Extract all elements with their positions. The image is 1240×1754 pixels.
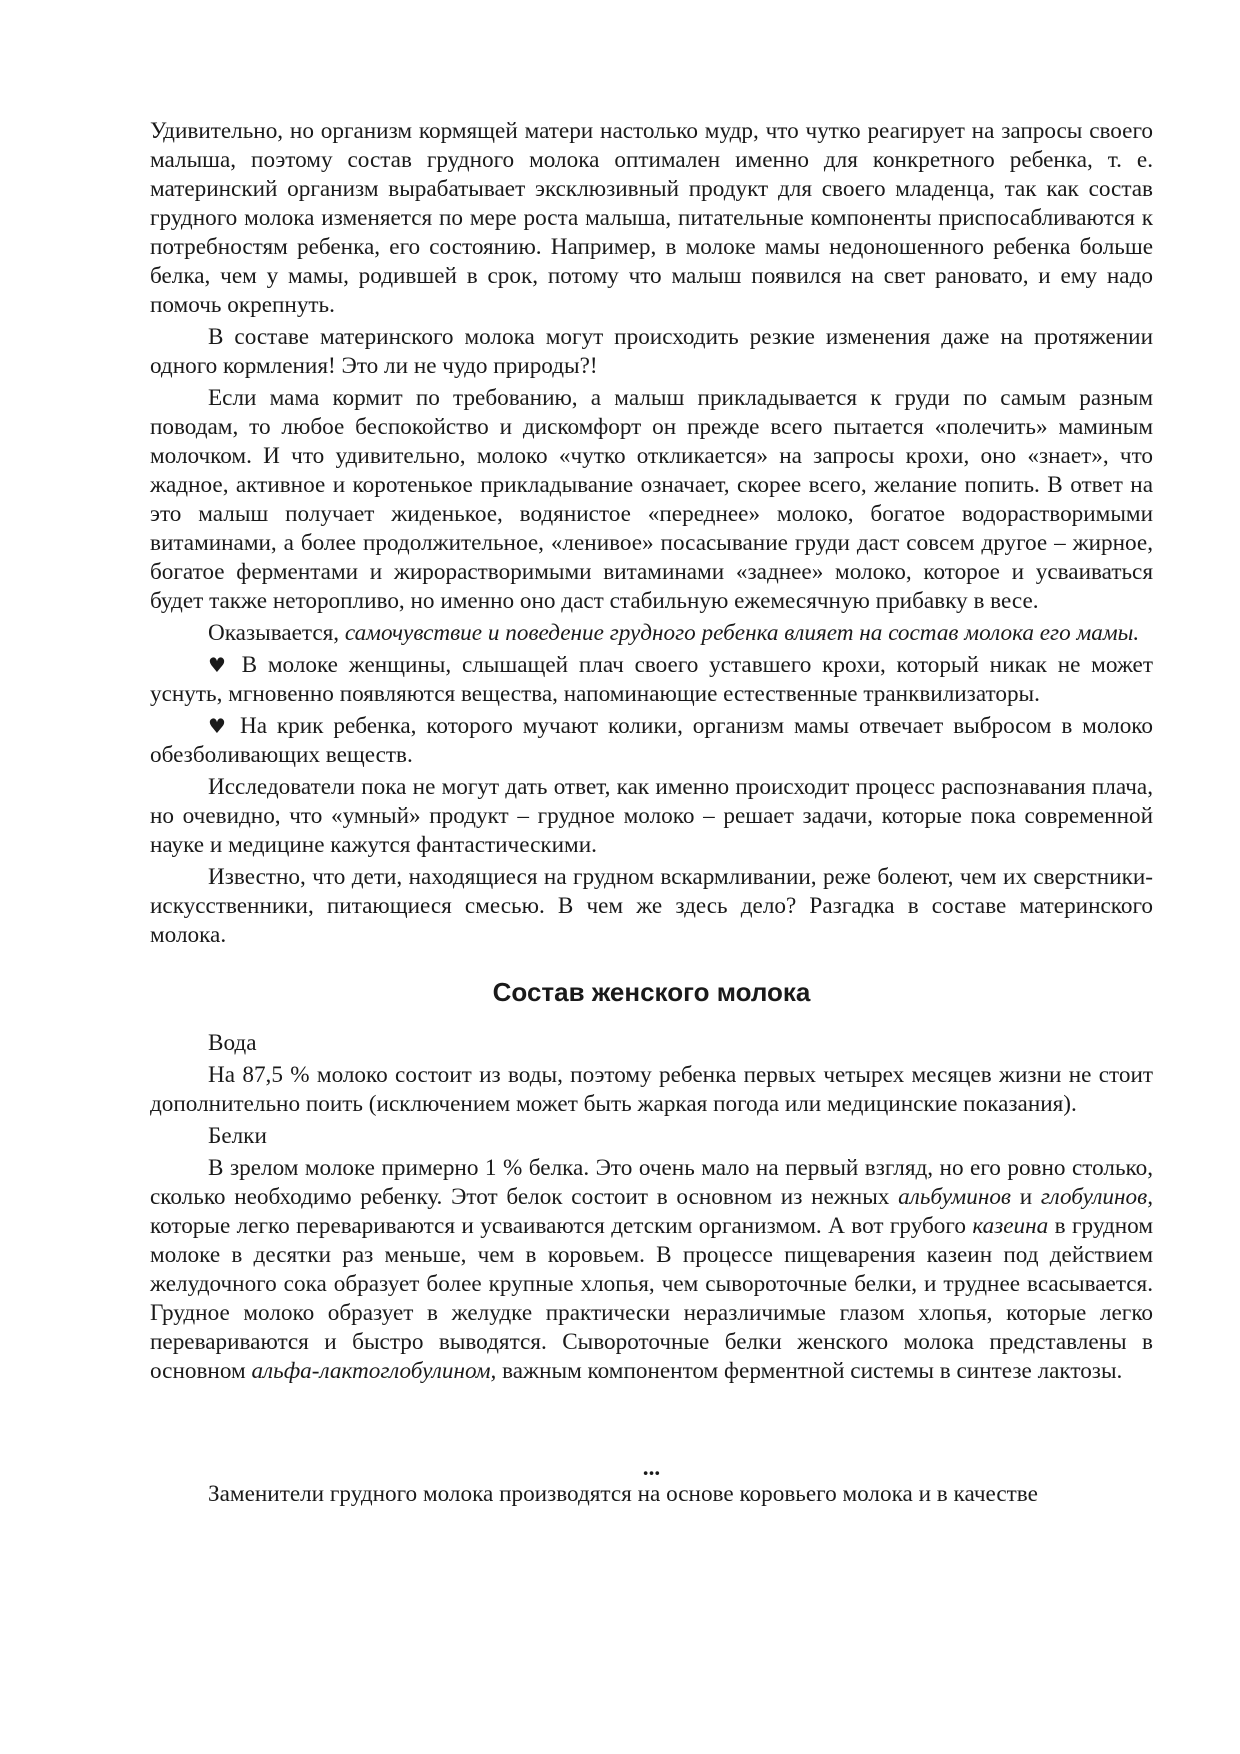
subheading-water: Вода	[208, 1030, 257, 1056]
document-page	[150, 117, 1153, 1512]
bullet-item-crying	[150, 651, 1153, 709]
wellbeing-emphasis: самочувствие и поведение грудного ребенка влияет на состав молока его мамы.	[344, 620, 1140, 646]
heart-icon: ♥	[208, 714, 231, 738]
paragraph-substitutes: Заменители грудного молока производятся на основе коровьего молока и в качестве	[208, 1481, 1038, 1507]
term-albumins: альбуминов	[898, 1184, 1011, 1210]
protein-text-5: важным компонентом ферментной системы в синтезе лактозы.	[496, 1358, 1123, 1384]
paragraph-feeding: Если мама кормит по требованию, а малыш прикладывается к груди по самым разным поводам, то любое беспокойство и дискомфорт он прежде всего пытается «полечить» маминым молочком. И что удивительно, молоко «чутко откликается» на запросы крохи, оно «знает», что жадное, активное и коротенькое прикладывание означает, скорее всего, желание попить. В ответ на это малыш получает жиденькое, водянистое «переднее» молоко, богатое водорастворимыми витаминами, а более продолжительное, «ленивое» посасывание груди даст совсем другое – жирное, богатое ферментами и жирорастворимыми витаминами «заднее» молоко, которое и усваиваться будет также неторопливо, но именно оно даст стабильную ежемесячную прибавку в весе.	[150, 385, 1153, 614]
paragraph-intro: Удивительно, но организм кормящей матери настолько мудр, что чутко реагирует на запросы своего малыша, поэтому состав грудного молока оптимален именно для конкретного ребенка, т. е. материнский организм вырабатывает эксклюзивный продукт для своего младенца, так как состав грудного молока изменяется по мере роста малыша, питательные компоненты приспосабливаются к потребностям ребенка, его состоянию. Например, в молоке мамы недоношенного ребенка больше белка, чем у мамы, родившей в срок, потому что малыш появился на свет рановато, и ему надо помочь окрепнуть.	[150, 118, 1153, 318]
paragraph-wellbeing	[150, 619, 1153, 648]
omission-mark: ...	[642, 1455, 661, 1481]
term-globulins: глобулинов,	[1040, 1184, 1153, 1210]
bullet-item-colic	[150, 712, 1153, 770]
subheading-protein: Белки	[208, 1123, 267, 1149]
paragraph-changes: В составе материнского молока могут происходить резкие изменения даже на протяжении одного кормления! Это ли не чудо природы?!	[150, 324, 1153, 379]
protein-text-3: которые легко перевариваются и усваиваются детским организмом. А вот грубого	[150, 1213, 973, 1239]
protein-text-2: и	[1011, 1184, 1041, 1210]
term-lactoglobulin: альфа-лактоглобулином,	[251, 1358, 497, 1384]
protein-text-4: в грудном молоке в десятки раз меньше, чем в коровьем. В процессе пищеварения казеин под действием желудочного сока образует более крупные хлопья, чем сывороточные белки, и труднее всасывается. Грудное молоко образует в желудке практически неразличимые глазом хлопья, которые легко перевариваются и быстро выводятся. Сывороточные белки женского молока представлены в основном	[150, 1213, 1153, 1384]
paragraph-health: Известно, что дети, находящиеся на грудном вскармливании, реже болеют, чем их сверстники-искусственники, питающиеся смесью. В чем же здесь дело? Разгадка в составе материнского молока.	[150, 864, 1153, 948]
paragraph-protein	[150, 1154, 1153, 1386]
paragraph-researchers: Исследователи пока не могут дать ответ, как именно происходит процесс распознавания плача, но очевидно, что «умный» продукт – грудное молоко – решает задачи, которые пока современной науке и медицине кажутся фантастическими.	[150, 774, 1153, 858]
bullet-text-crying: В молоке женщины, слышащей плач своего уставшего крохи, который никак не может уснуть, мгновенно появляются вещества, напоминающие естественные транквилизаторы.	[150, 652, 1153, 707]
paragraph-water: На 87,5 % молоко состоит из воды, поэтому ребенка первых четырех месяцев жизни не стоит дополнительно поить (исключением может быть жаркая погода или медицинские показания).	[150, 1062, 1153, 1117]
bullet-text-colic: На крик ребенка, которого мучают колики, организм мамы отвечает выбросом в молоко обезболивающих веществ.	[150, 713, 1153, 768]
section-heading: Состав женского молока	[492, 977, 811, 1007]
protein-text-1: В зрелом молоке примерно 1 % белка. Это очень мало на первый взгляд, но его ровно столько, сколько необходимо ребенку. Этот белок состоит в основном из нежных	[150, 1155, 1153, 1210]
heart-icon: ♥	[208, 653, 231, 677]
wellbeing-lead: Оказывается,	[208, 620, 345, 646]
term-casein: казеина	[972, 1213, 1049, 1239]
